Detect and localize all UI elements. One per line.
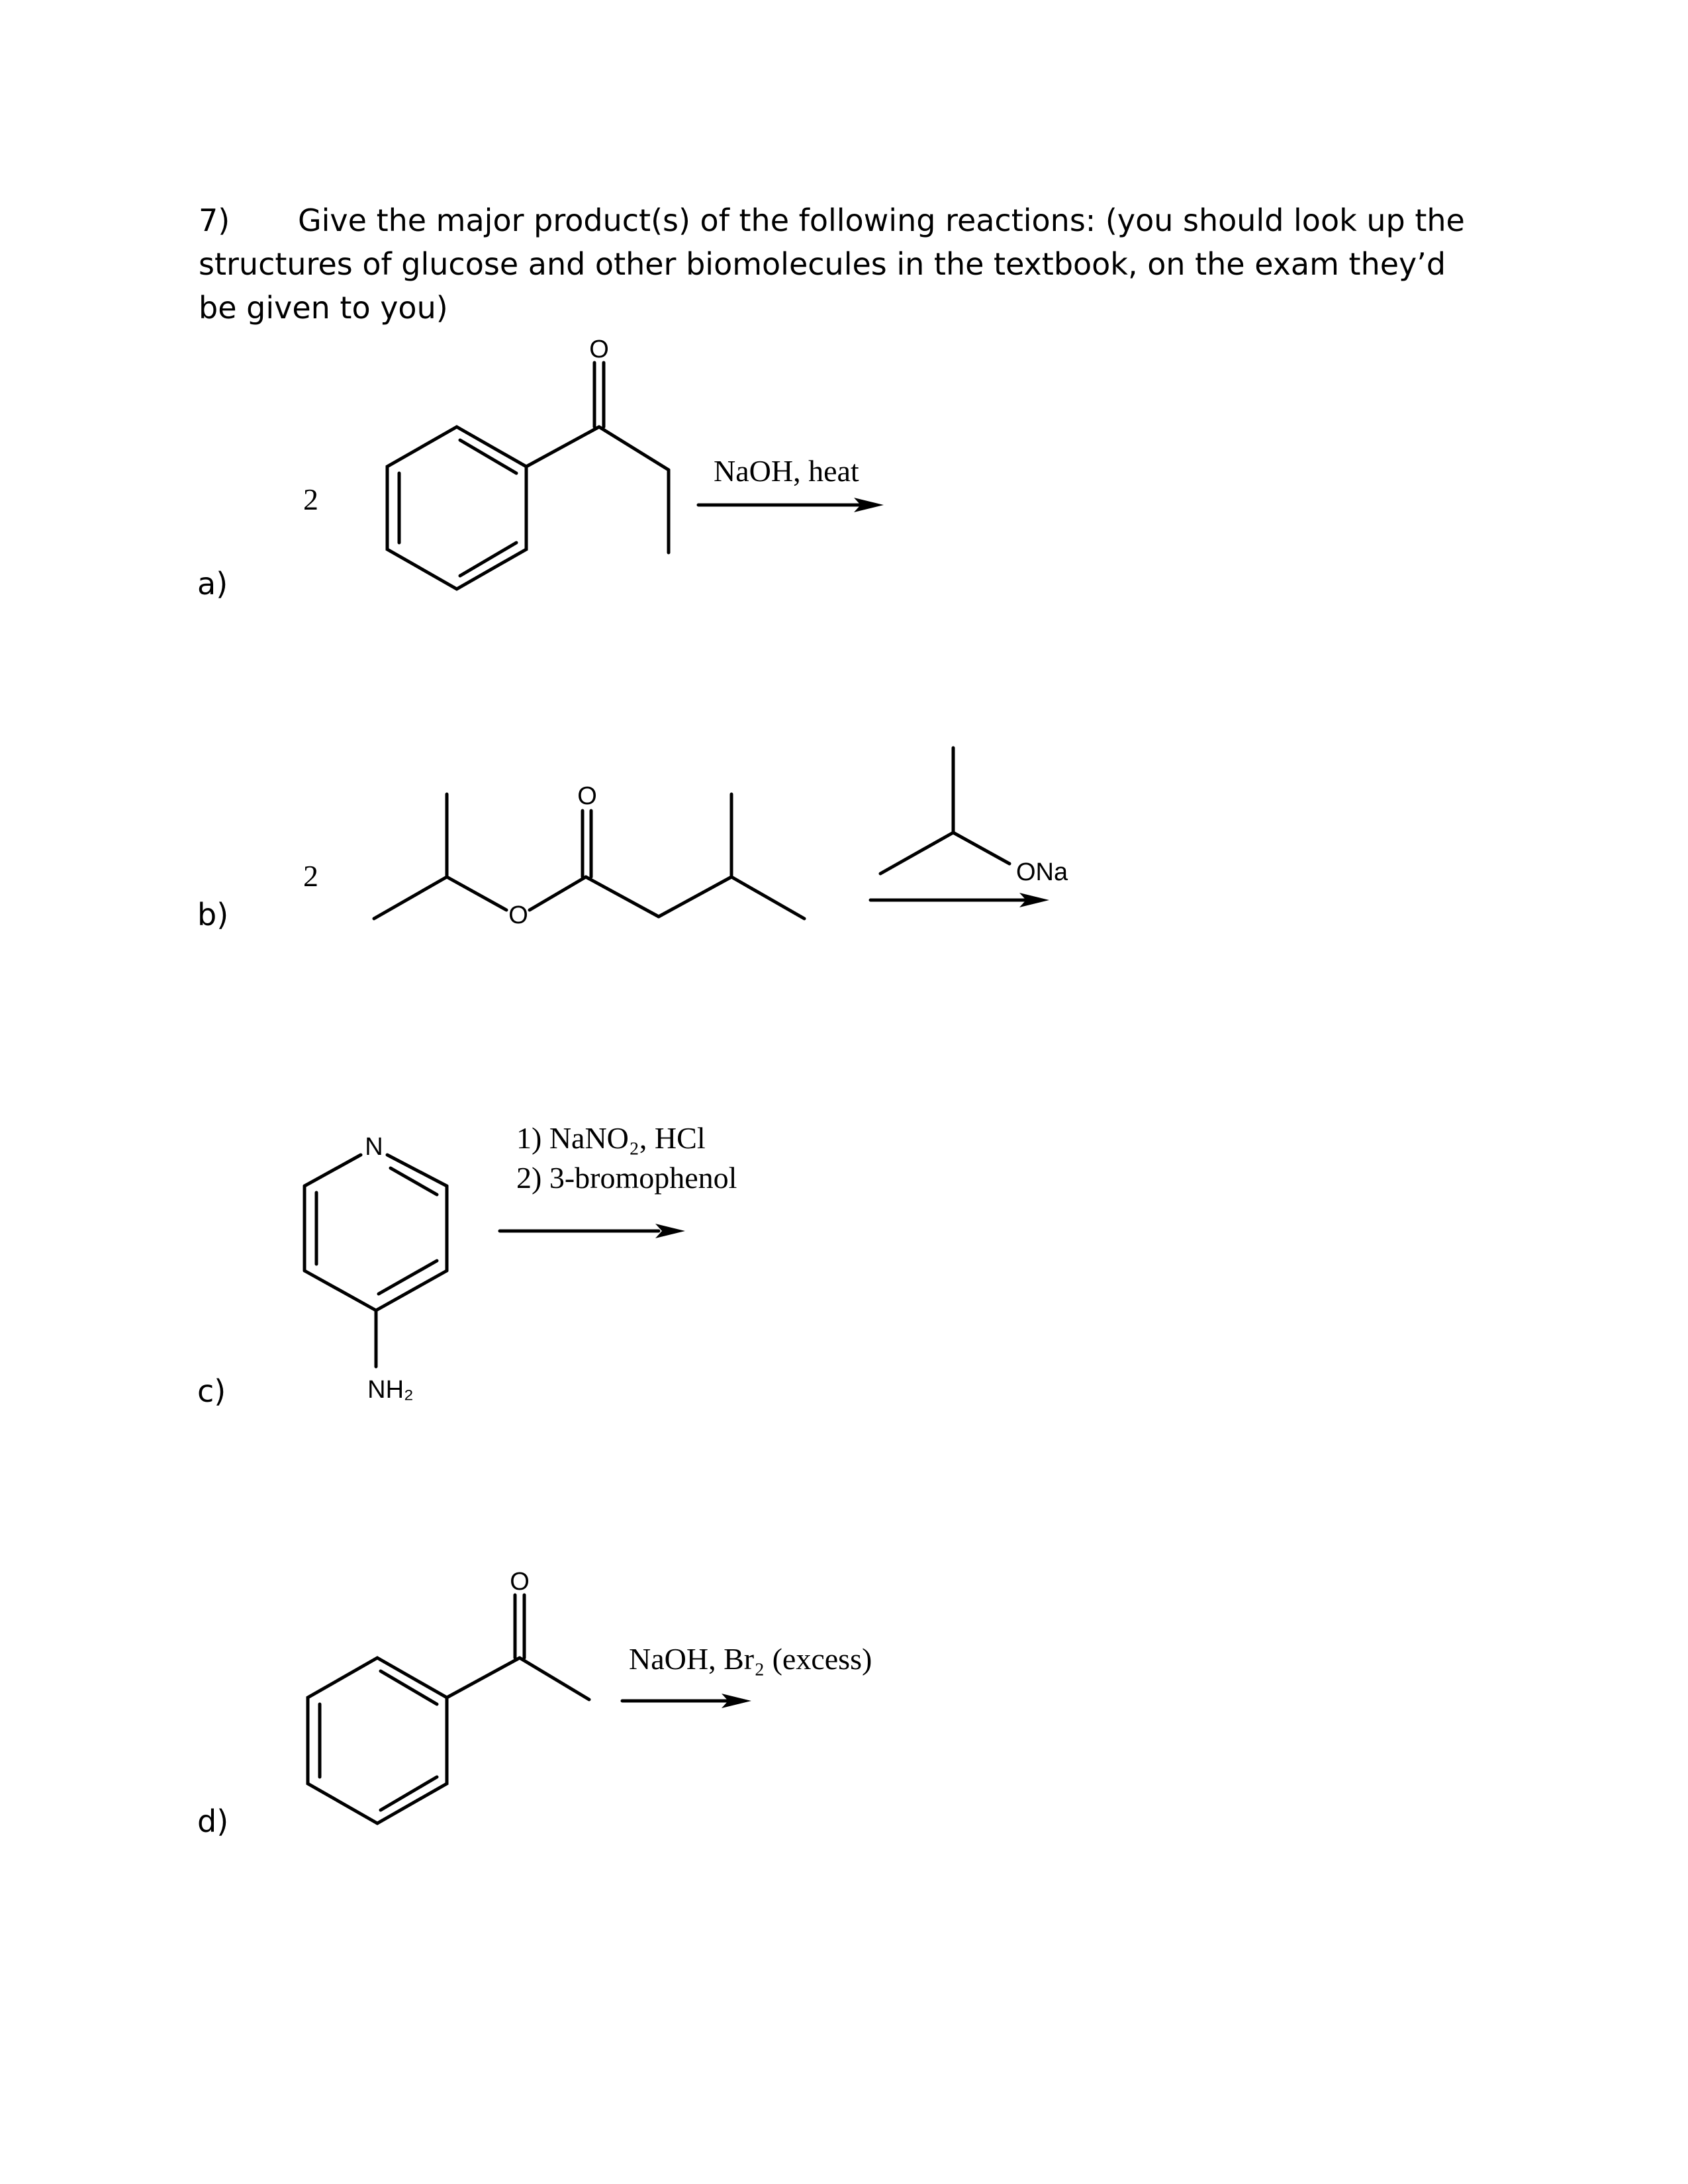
- part-c-reagent-step2: 2) 3-bromophenol: [516, 1161, 737, 1195]
- part-b-arrow: [870, 893, 1049, 907]
- part-b-structure: [374, 794, 804, 919]
- part-a-coefficient: 2: [303, 482, 318, 516]
- part-d-benzene-ring: [308, 1658, 447, 1823]
- part-c-reagent-step1: 1) NaNO₂, HCl: [516, 1121, 706, 1155]
- part-a-label: a): [197, 566, 228, 602]
- part-b-label: b): [197, 897, 229, 933]
- part-d-label: d): [197, 1803, 229, 1839]
- part-b-carbonyl-oxygen: O: [577, 782, 597, 810]
- part-d-carbonyl-oxygen: O: [510, 1568, 530, 1596]
- part-b-reagent-ona: ONa: [1016, 858, 1068, 886]
- part-b-coefficient: 2: [303, 859, 318, 893]
- question-number: 7): [199, 203, 230, 238]
- part-c-structure: [305, 1155, 447, 1367]
- part-c-label: c): [197, 1373, 226, 1409]
- part-c-arrow: [500, 1224, 685, 1238]
- question-text: Give the major product(s) of the following reactions: (you should look up the structures of glucose and other biomolecules in the textbook, on the exam they’d be given to you): [199, 203, 1465, 326]
- part-d-reagent: NaOH, Br₂ (excess): [629, 1642, 872, 1676]
- part-b-ester-oxygen: O: [508, 901, 528, 929]
- part-a-structure: [387, 363, 669, 589]
- part-a-carbonyl-oxygen: O: [589, 336, 609, 363]
- part-d-structure: [308, 1595, 589, 1823]
- part-d-arrow: [622, 1694, 751, 1708]
- part-c-ring-nitrogen: N: [365, 1133, 383, 1161]
- part-a-arrow: [698, 498, 884, 512]
- part-b-isopropoxide: [880, 748, 1009, 874]
- part-a-reagent: NaOH, heat: [714, 454, 859, 488]
- part-a-benzene-ring: [387, 427, 526, 589]
- part-c-amino-group: NH₂: [367, 1376, 414, 1404]
